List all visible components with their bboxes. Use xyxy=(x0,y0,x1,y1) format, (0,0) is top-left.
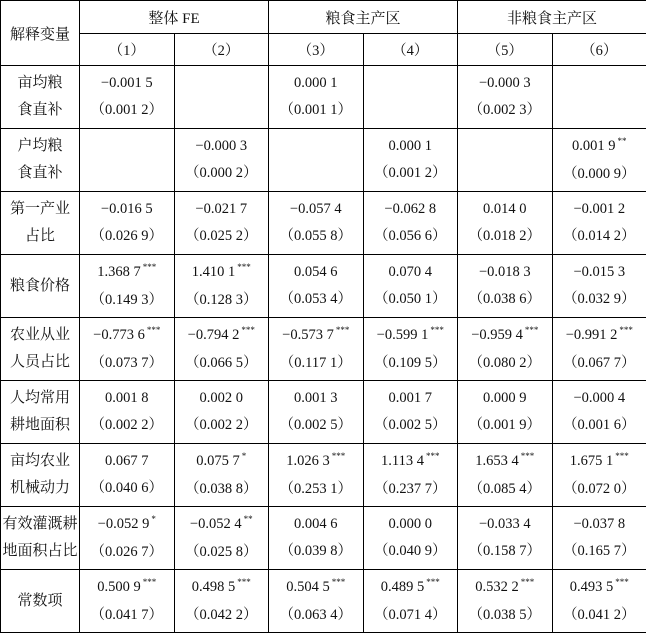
estimate-cell xyxy=(458,444,553,507)
coefficient-line xyxy=(269,196,363,223)
estimate-cell xyxy=(552,381,646,444)
standard-error: （0.025 8） xyxy=(185,543,258,560)
significance-stars: * xyxy=(241,450,247,461)
coefficient-line xyxy=(553,574,646,602)
standard-error: （0.072 0） xyxy=(563,480,636,497)
estimate-cell xyxy=(552,444,646,507)
standard-error: （0.117 1） xyxy=(279,354,352,371)
coefficient: 0.504 5 xyxy=(286,578,330,595)
coefficient: 0.001 7 xyxy=(388,390,433,406)
group-header: 整体 FE xyxy=(80,1,269,34)
coefficient: −0.000 3 xyxy=(478,75,531,91)
significance-stars: *** xyxy=(335,324,350,335)
estimate-cell xyxy=(80,192,175,255)
variable-label xyxy=(1,381,80,444)
coefficient-line xyxy=(458,322,552,350)
label-line: 户均粮 xyxy=(17,138,63,154)
estimate-cell xyxy=(458,255,553,318)
coefficient-line xyxy=(80,574,174,602)
empty-cell xyxy=(80,129,175,192)
coefficient: 0.001 9 xyxy=(572,137,616,154)
estimate-cell xyxy=(80,507,175,570)
coefficient-line xyxy=(80,322,174,350)
estimate-cell xyxy=(80,444,175,507)
coefficient-line xyxy=(364,574,458,602)
estimate-cell xyxy=(80,66,175,129)
estimate-cell xyxy=(269,570,364,633)
significance-stars: *** xyxy=(241,324,255,335)
estimate-cell xyxy=(269,66,364,129)
coefficient-line xyxy=(364,448,458,476)
coefficient-line xyxy=(80,448,174,475)
coefficient-line xyxy=(364,259,458,286)
variable-label xyxy=(1,570,80,633)
column-number: （6） xyxy=(552,34,646,66)
coefficient-line xyxy=(269,448,363,476)
coefficient: −0.021 7 xyxy=(195,201,248,217)
standard-error: （0.067 7） xyxy=(563,354,636,371)
coefficient: −0.018 3 xyxy=(478,264,531,280)
estimate-cell xyxy=(552,129,646,192)
coefficient: 1.113 4 xyxy=(381,452,424,469)
empty-cell xyxy=(363,66,458,129)
header-row-columns xyxy=(1,34,646,66)
coefficient-line xyxy=(175,322,269,350)
standard-error: （0.001 9） xyxy=(468,417,542,433)
coefficient: −0.794 2 xyxy=(187,326,240,343)
coefficient-line xyxy=(269,511,363,538)
estimate-cell xyxy=(174,192,269,255)
label-line: 第一产业 xyxy=(9,201,70,217)
significance-stars: *** xyxy=(331,450,346,461)
standard-error: （0.066 5） xyxy=(185,354,258,371)
standard-error: （0.149 3） xyxy=(90,291,163,308)
coefficient-line xyxy=(553,259,646,286)
coefficient-line xyxy=(553,448,646,476)
coefficient: 0.000 0 xyxy=(388,516,433,532)
coefficient-line xyxy=(553,385,646,412)
coefficient-line xyxy=(269,259,363,286)
significance-stars: *** xyxy=(142,576,157,587)
coefficient: −0.573 7 xyxy=(282,326,334,343)
label-line: 农业从业 xyxy=(9,327,70,343)
label-line: 耕地面积 xyxy=(9,417,70,433)
estimate-cell xyxy=(552,507,646,570)
coefficient: −0.057 4 xyxy=(289,201,342,217)
standard-error: （0.001 6） xyxy=(563,417,636,433)
standard-error: （0.055 8） xyxy=(279,228,353,244)
standard-error: （0.000 9） xyxy=(563,165,636,182)
standard-error: （0.018 2） xyxy=(468,228,542,244)
coefficient-line xyxy=(175,511,269,539)
coefficient-line xyxy=(458,385,552,412)
coefficient-line xyxy=(269,70,363,97)
group-header: 非粮食主产区 xyxy=(458,1,646,34)
estimate-cell xyxy=(458,66,553,129)
coefficient-line xyxy=(80,196,174,223)
column-number: （4） xyxy=(363,34,458,66)
estimate-cell xyxy=(269,444,364,507)
coefficient-line xyxy=(175,259,269,287)
estimate-cell xyxy=(80,318,175,381)
variable-label xyxy=(1,255,80,318)
estimate-cell xyxy=(363,192,458,255)
significance-stars: *** xyxy=(142,261,157,272)
table-row xyxy=(1,507,646,570)
estimate-cell xyxy=(363,444,458,507)
significance-stars: *** xyxy=(237,576,251,587)
table-row xyxy=(1,381,646,444)
coefficient-line xyxy=(364,133,458,160)
coefficient-line xyxy=(175,196,269,223)
coefficient: 0.014 0 xyxy=(483,201,527,217)
standard-error: （0.253 1） xyxy=(279,480,353,497)
standard-error: （0.040 9） xyxy=(374,543,447,559)
coefficient-line xyxy=(553,322,646,350)
significance-stars: *** xyxy=(524,324,539,335)
coefficient: −0.016 5 xyxy=(100,201,153,217)
coefficient-line xyxy=(458,511,552,538)
significance-stars: *** xyxy=(615,450,629,461)
coefficient: 0.493 5 xyxy=(569,578,614,595)
header-row-groups xyxy=(1,1,646,34)
coefficient: 0.489 5 xyxy=(380,578,425,595)
group-header: 粮食主产区 xyxy=(269,1,458,34)
coefficient: −0.015 3 xyxy=(573,264,626,280)
coefficient: 0.498 5 xyxy=(191,578,236,595)
standard-error: （0.063 4） xyxy=(279,606,353,623)
standard-error: （0.038 6） xyxy=(468,291,542,307)
estimate-cell xyxy=(363,381,458,444)
standard-error: （0.002 3） xyxy=(468,102,542,118)
estimate-cell xyxy=(80,381,175,444)
standard-error: （0.038 5） xyxy=(468,606,542,623)
variable-label xyxy=(1,66,80,129)
table-row xyxy=(1,192,646,255)
label-line: 亩均粮 xyxy=(17,75,63,91)
label-line: 食直补 xyxy=(17,165,63,181)
variable-label xyxy=(1,444,80,507)
coefficient-line xyxy=(175,385,269,412)
standard-error: （0.237 7） xyxy=(374,480,447,497)
label-line: 人员占比 xyxy=(9,354,70,370)
coefficient-line xyxy=(364,322,458,350)
estimate-cell xyxy=(458,318,553,381)
estimate-cell xyxy=(552,318,646,381)
coefficient-line xyxy=(80,70,174,97)
estimate-cell xyxy=(363,255,458,318)
estimate-cell xyxy=(269,507,364,570)
coefficient-line xyxy=(269,574,363,602)
standard-error: （0.041 7） xyxy=(90,606,163,623)
coefficient: −0.000 3 xyxy=(195,138,248,154)
label-line: 常数项 xyxy=(17,592,63,609)
coefficient-line xyxy=(553,133,646,161)
table-row xyxy=(1,66,646,129)
standard-error: （0.000 2） xyxy=(185,165,258,181)
coefficient: 0.001 8 xyxy=(105,390,149,406)
estimate-cell xyxy=(174,507,269,570)
estimate-cell xyxy=(458,192,553,255)
coefficient: 0.004 6 xyxy=(294,516,338,532)
coefficient: 1.653 4 xyxy=(475,452,519,469)
table-row xyxy=(1,129,646,192)
significance-stars: *** xyxy=(237,261,251,272)
coefficient: 0.075 7 xyxy=(196,452,240,469)
coefficient: 0.067 7 xyxy=(105,453,149,469)
table-row xyxy=(1,570,646,633)
standard-error: （0.001 1） xyxy=(279,102,353,118)
standard-error: （0.001 2） xyxy=(90,102,163,118)
coefficient: −0.991 2 xyxy=(565,326,618,343)
coefficient: 0.532 2 xyxy=(475,578,519,595)
column-number: （3） xyxy=(269,34,364,66)
coefficient: 0.002 0 xyxy=(199,390,243,406)
estimate-cell xyxy=(174,318,269,381)
coefficient: 0.000 9 xyxy=(483,390,527,406)
variable-label xyxy=(1,129,80,192)
table-row xyxy=(1,318,646,381)
coefficient-line xyxy=(175,133,269,160)
estimate-cell xyxy=(174,570,269,633)
estimate-cell xyxy=(458,381,553,444)
coefficient: 0.000 1 xyxy=(294,75,338,91)
coefficient: 1.026 3 xyxy=(286,452,330,469)
coefficient-line xyxy=(458,574,552,602)
coefficient-line xyxy=(553,511,646,538)
label-line: 亩均农业 xyxy=(9,453,70,469)
standard-error: （0.026 7） xyxy=(90,543,163,560)
standard-error: （0.128 3） xyxy=(185,291,258,308)
estimate-cell xyxy=(363,318,458,381)
column-number: （1） xyxy=(80,34,175,66)
variable-label xyxy=(1,318,80,381)
estimate-cell xyxy=(269,318,364,381)
coefficient: 0.070 4 xyxy=(388,264,433,280)
coefficient-line xyxy=(80,385,174,412)
label-line: 人均常用 xyxy=(9,390,70,406)
standard-error: （0.002 2） xyxy=(185,417,258,433)
significance-stars: *** xyxy=(520,450,535,461)
coefficient: 0.500 9 xyxy=(97,578,141,595)
significance-stars: *** xyxy=(146,324,161,335)
standard-error: （0.109 5） xyxy=(374,354,447,371)
coefficient-line xyxy=(364,385,458,412)
standard-error: （0.056 6） xyxy=(374,228,447,244)
estimate-cell xyxy=(552,570,646,633)
standard-error: （0.002 5） xyxy=(374,417,447,433)
coefficient: −0.033 4 xyxy=(478,516,531,532)
label-line: 机械动力 xyxy=(9,480,70,496)
standard-error: （0.014 2） xyxy=(563,228,636,244)
coefficient-line xyxy=(269,322,363,350)
coefficient: 1.410 1 xyxy=(191,263,236,280)
standard-error: （0.040 6） xyxy=(90,480,163,496)
standard-error: （0.053 4） xyxy=(279,291,353,307)
standard-error: （0.158 7） xyxy=(468,543,542,559)
coefficient: 0.000 1 xyxy=(388,138,433,154)
column-number: （2） xyxy=(174,34,269,66)
estimate-cell xyxy=(552,255,646,318)
estimate-cell xyxy=(269,192,364,255)
coefficient-line xyxy=(80,259,174,287)
significance-stars: *** xyxy=(520,576,535,587)
standard-error: （0.026 9） xyxy=(90,228,163,244)
coefficient: −0.001 2 xyxy=(573,201,626,217)
standard-error: （0.001 2） xyxy=(374,165,447,181)
label-line: 占比 xyxy=(24,228,55,244)
empty-cell xyxy=(269,129,364,192)
coefficient: −0.001 5 xyxy=(100,75,153,91)
significance-stars: ** xyxy=(243,513,253,524)
label-line: 粮食价格 xyxy=(9,277,70,294)
significance-stars: *** xyxy=(615,576,629,587)
significance-stars: *** xyxy=(619,324,633,335)
coefficient: −0.000 4 xyxy=(573,390,626,406)
estimate-cell xyxy=(269,381,364,444)
coefficient-line xyxy=(553,196,646,223)
estimate-cell xyxy=(174,381,269,444)
standard-error: （0.085 4） xyxy=(468,480,542,497)
estimate-cell xyxy=(80,570,175,633)
coefficient: 0.001 3 xyxy=(294,390,338,406)
estimate-cell xyxy=(458,507,553,570)
variable-label xyxy=(1,192,80,255)
standard-error: （0.002 2） xyxy=(90,417,163,433)
coefficient-line xyxy=(458,196,552,223)
significance-stars: *** xyxy=(426,576,440,587)
variable-label xyxy=(1,507,80,570)
standard-error: （0.042 2） xyxy=(185,606,258,623)
coefficient: −0.959 4 xyxy=(471,326,523,343)
label-line: 地面积占比 xyxy=(2,543,78,559)
empty-cell xyxy=(552,66,646,129)
estimate-cell xyxy=(458,570,553,633)
significance-stars: *** xyxy=(426,450,440,461)
standard-error: （0.165 7） xyxy=(563,543,636,559)
estimate-cell xyxy=(174,444,269,507)
coefficient: −0.052 9 xyxy=(97,515,150,532)
standard-error: （0.050 1） xyxy=(374,291,447,307)
standard-error: （0.025 2） xyxy=(185,228,258,244)
standard-error: （0.041 2） xyxy=(563,606,636,623)
estimate-cell xyxy=(174,255,269,318)
coefficient: 0.054 6 xyxy=(294,264,338,280)
coefficient: −0.052 4 xyxy=(189,515,242,532)
standard-error: （0.032 9） xyxy=(563,291,636,307)
estimate-cell xyxy=(363,570,458,633)
estimate-cell xyxy=(174,129,269,192)
standard-error: （0.039 8） xyxy=(279,543,353,559)
significance-stars: *** xyxy=(331,576,346,587)
coefficient-line xyxy=(364,511,458,538)
standard-error: （0.038 8） xyxy=(185,480,258,497)
coefficient-line xyxy=(364,196,458,223)
significance-stars: * xyxy=(151,513,156,524)
coefficient: −0.037 8 xyxy=(573,516,626,532)
standard-error: （0.073 7） xyxy=(90,354,163,371)
standard-error: （0.080 2） xyxy=(468,354,542,371)
estimate-cell xyxy=(363,129,458,192)
estimate-cell xyxy=(80,255,175,318)
label-line: 有效灌溉耕 xyxy=(2,516,78,532)
coefficient-line xyxy=(269,385,363,412)
coefficient-line xyxy=(458,448,552,476)
estimate-cell xyxy=(552,192,646,255)
table-row xyxy=(1,255,646,318)
coefficient: −0.773 6 xyxy=(93,326,145,343)
coefficient-line xyxy=(458,70,552,97)
significance-stars: *** xyxy=(430,324,444,335)
coefficient-line xyxy=(458,259,552,286)
estimate-cell xyxy=(269,255,364,318)
coefficient: 1.368 7 xyxy=(97,263,141,280)
standard-error: （0.002 5） xyxy=(279,417,353,433)
column-number: （5） xyxy=(458,34,553,66)
estimate-cell xyxy=(363,507,458,570)
empty-cell xyxy=(174,66,269,129)
label-line: 食直补 xyxy=(17,102,63,118)
coefficient-line xyxy=(175,448,269,476)
coefficient-line xyxy=(175,574,269,602)
coefficient: −0.599 1 xyxy=(376,326,429,343)
empty-cell xyxy=(458,129,553,192)
coefficient: −0.062 8 xyxy=(384,201,437,217)
coefficient: 1.675 1 xyxy=(569,452,614,469)
significance-stars: ** xyxy=(617,135,627,146)
variable-header: 解释变量 xyxy=(1,1,80,66)
coefficient-line xyxy=(80,511,174,539)
standard-error: （0.071 4） xyxy=(374,606,447,623)
table-row xyxy=(1,444,646,507)
